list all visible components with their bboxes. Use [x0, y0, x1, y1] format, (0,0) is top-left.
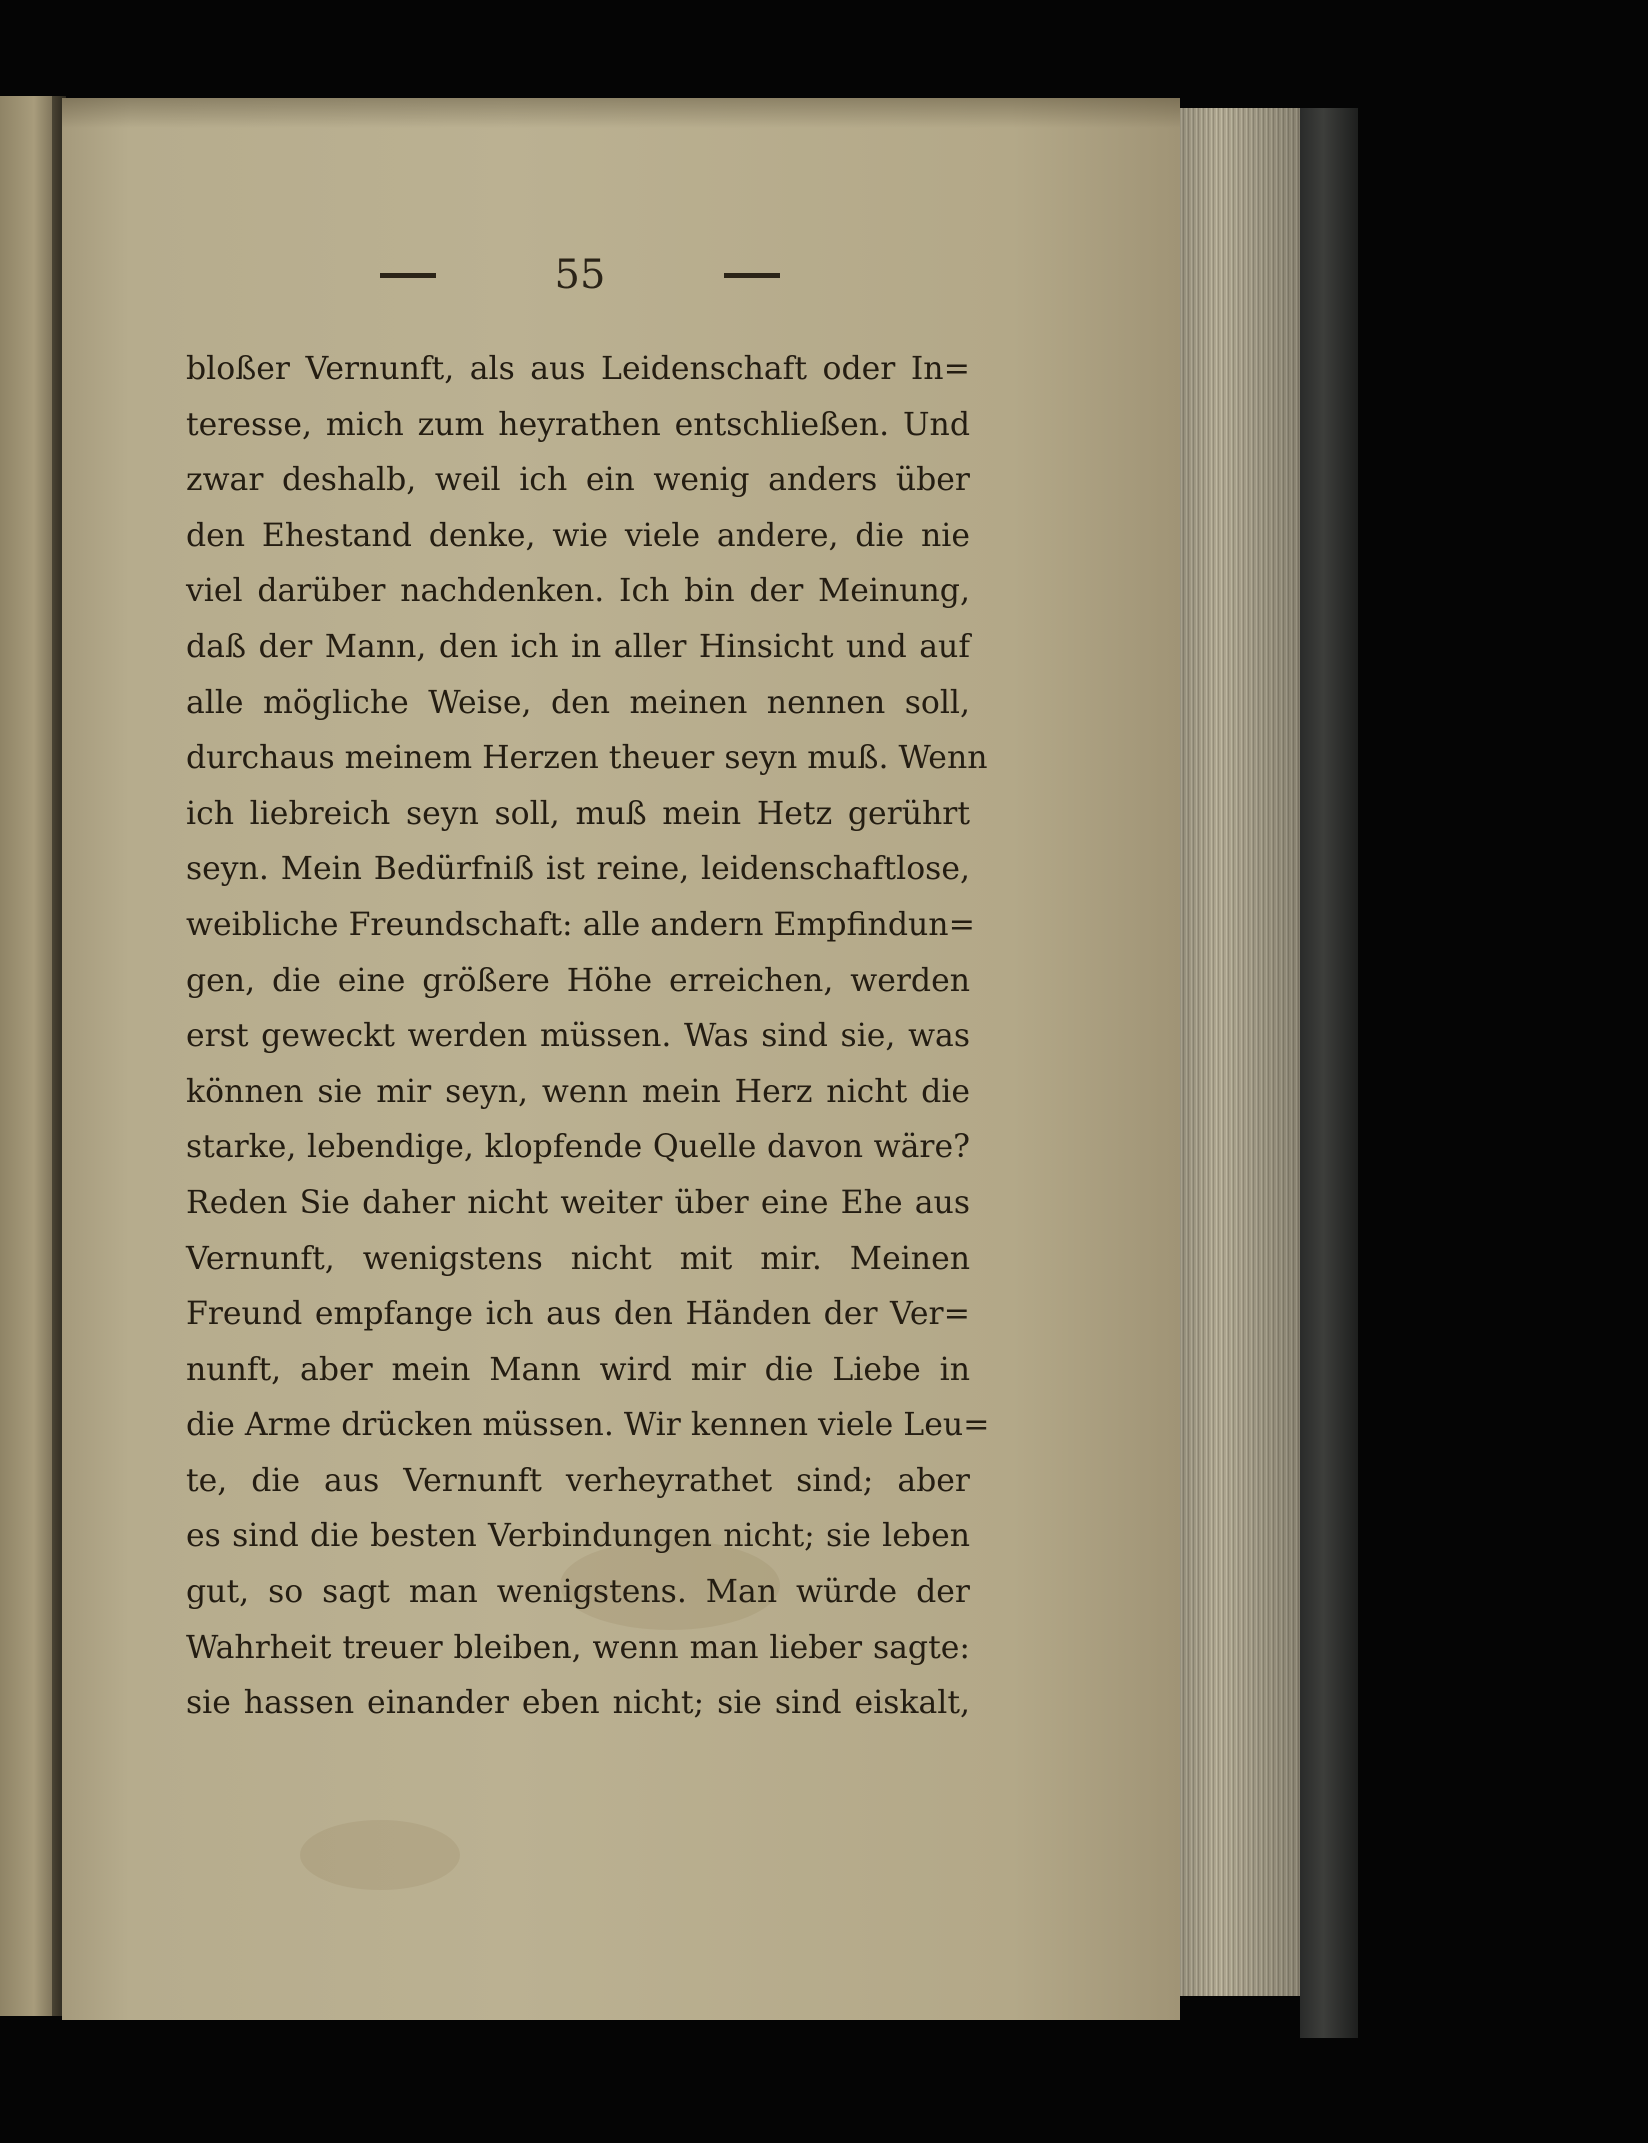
- text-line: alle mögliche Weise, den meinen nennen soll,: [186, 684, 970, 721]
- text-line: bloßer Vernunft, als aus Leidenschaft oder In=: [186, 351, 970, 387]
- text-line: die Arme drücken müssen. Wir kennen viele Leu=: [186, 1407, 990, 1444]
- text-line: teresse, mich zum heyrathen entschließen. Und: [186, 406, 970, 443]
- text-line: können sie mir seyn, wenn mein Herz nicht die: [186, 1073, 970, 1110]
- page-edges-shade: [1180, 108, 1310, 1996]
- text-line: ich liebreich seyn soll, muß mein Hetz gerührt: [186, 795, 970, 832]
- text-line: gen, die eine größere Höhe erreichen, werden: [186, 962, 970, 999]
- text-line: erst geweckt werden müssen. Was sind sie, was: [186, 1018, 970, 1055]
- text-line: viel darüber nachdenken. Ich bin der Meinung,: [186, 573, 970, 610]
- page-stain: [300, 1820, 460, 1890]
- text-line: zwar deshalb, weil ich ein wenig anders über: [186, 462, 970, 499]
- page-shadow: [62, 98, 1180, 128]
- text-line: sie hassen einander eben nicht; sie sind eiskalt,: [186, 1685, 970, 1722]
- text-line: es sind die besten Verbindungen nicht; sie leben: [186, 1518, 970, 1555]
- text-line: Freund empfange ich aus den Händen der Ver=: [186, 1296, 970, 1333]
- text-line: daß der Mann, den ich in aller Hinsicht und auf: [186, 628, 970, 665]
- text-line: den Ehestand denke, wie viele andere, die nie: [186, 517, 970, 554]
- text-line: Wahrheit treuer bleiben, wenn man lieber sagte:: [186, 1629, 970, 1666]
- text-line: nunft, aber mein Mann wird mir die Liebe in: [186, 1351, 970, 1388]
- text-line: starke, lebendige, klopfende Quelle davon wäre?: [186, 1129, 970, 1166]
- body-text: [186, 342, 990, 1732]
- book-cover: [1300, 108, 1358, 2038]
- text-line: weibliche Freundschaft: alle andern Empfindun=: [186, 906, 975, 943]
- text-line: seyn. Mein Bedürfniß ist reine, leidenschaftlose,: [186, 851, 970, 888]
- text-line: gut, so sagt man wenigstens. Man würde der: [186, 1574, 970, 1611]
- text-line: te, die aus Vernunft verheyrathet sind; aber: [186, 1462, 970, 1499]
- text-line: Reden Sie daher nicht weiter über eine Ehe aus: [186, 1184, 970, 1221]
- text-line: durchaus meinem Herzen theuer seyn muß. Wenn: [186, 740, 988, 777]
- page-number: 55: [554, 252, 606, 298]
- text-line: Vernunft, wenigstens nicht mit mir. Meinen: [186, 1240, 970, 1277]
